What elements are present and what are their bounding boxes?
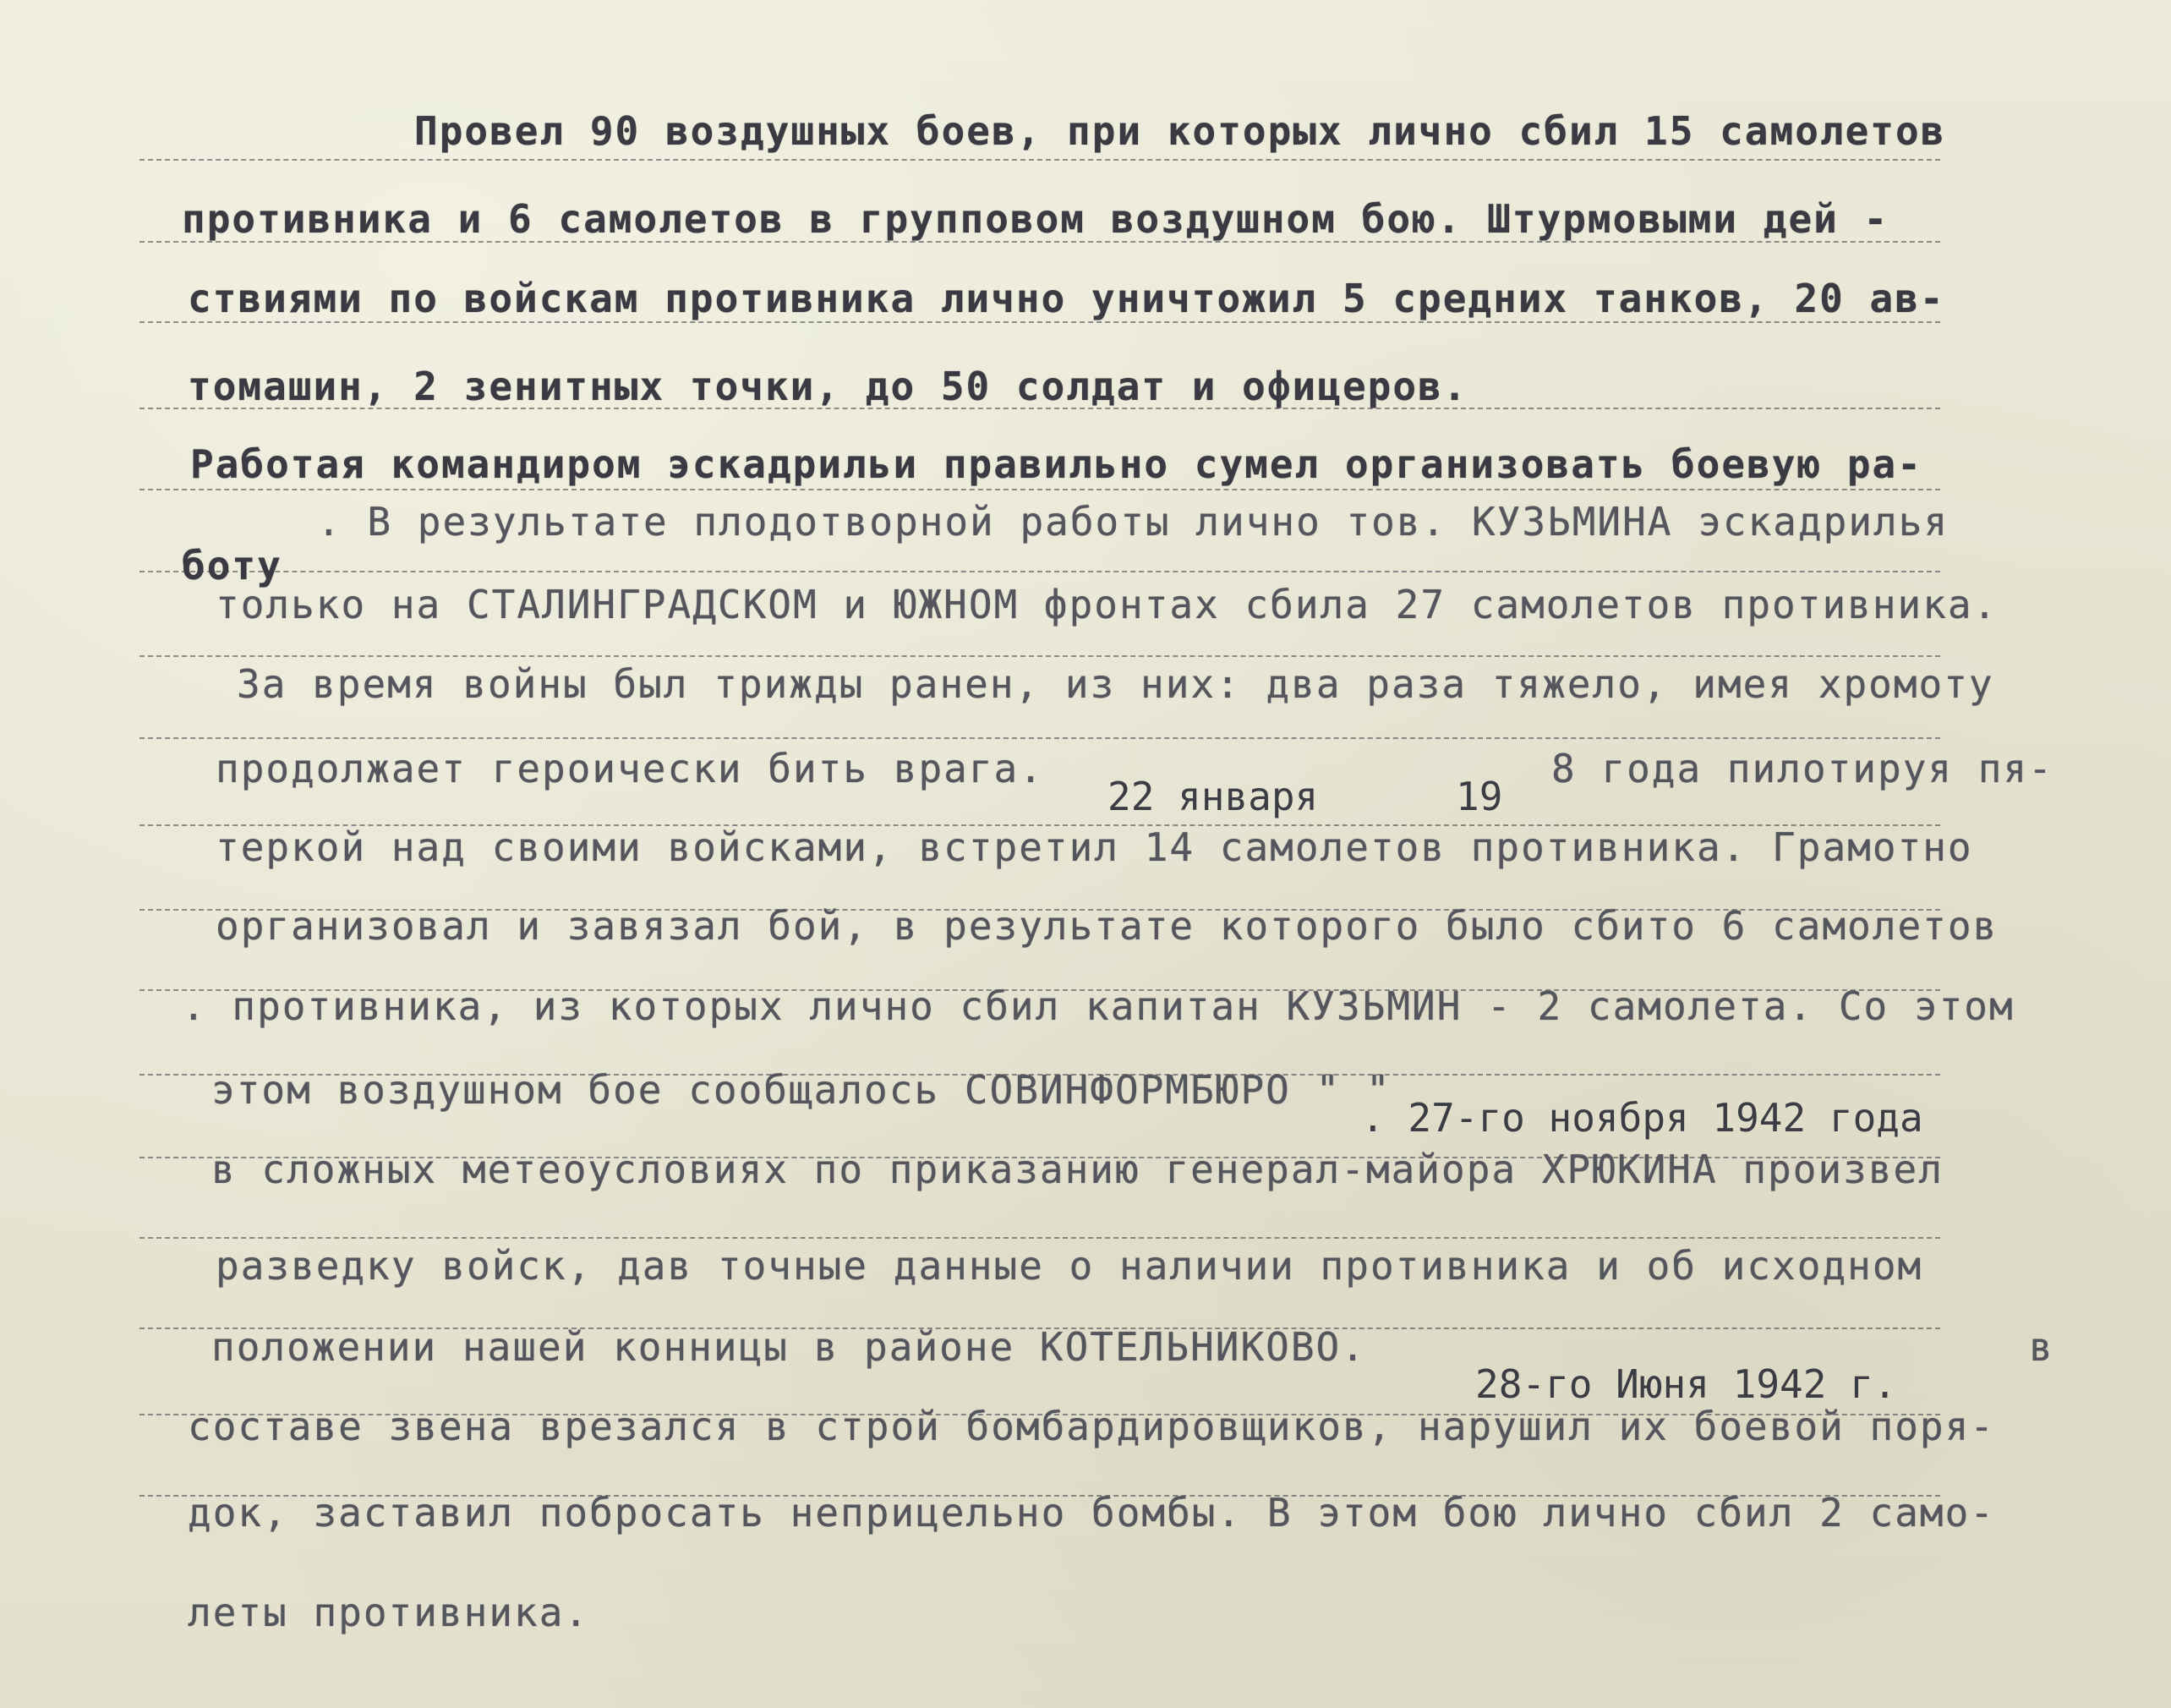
rule-line (139, 489, 1940, 490)
text-line: 8 года пилотируя пя- (1551, 746, 2053, 791)
text-line: . В результате плодотворной работы лично тов. КУЗЬМИНА эскадрилья (317, 499, 1950, 545)
rule-line (139, 1237, 1940, 1239)
text-line: положении нашей конницы в районе КОТЕЛЬНИКОВО. (211, 1324, 1366, 1370)
rule-line (139, 159, 1940, 161)
rule-line (139, 571, 1940, 572)
rule-line (139, 737, 1940, 739)
text-line: Работая командиром эскадрильи правильно сумел организовать боевую ра- (190, 441, 1922, 487)
date-june: 28-го Июня 1942 г. (1475, 1361, 1897, 1407)
text-line: док, заставил побросать неприцельно бомбы. В этом бою лично сбил 2 само- (188, 1490, 1995, 1536)
date-january-year: 19 (1456, 774, 1503, 819)
text-line: теркой над своими войсками, встретил 14 самолетов противника. Грамотно (216, 824, 1973, 870)
rule-line (139, 321, 1940, 323)
text-line: только на СТАЛИНГРАДСКОМ и ЮЖНОМ фронтах сбила 27 самолетов противника. (216, 582, 1999, 627)
text-line: в сложных метеоусловиях по приказанию генерал-майора ХРЮКИНА произвел (211, 1147, 1944, 1192)
text-line: продолжает героически бить врага. (216, 746, 1044, 791)
text-line: организовал и завязал бой, в результате которого было сбито 6 самолетов (216, 903, 1999, 949)
text-line: леты противника. (188, 1590, 590, 1635)
rule-line (139, 655, 1940, 657)
text-line: Провел 90 воздушных боев, при которых лично сбил 15 самолетов (414, 108, 1946, 154)
text-line: этом воздушном бое сообщалось СОВИНФОРМБЮРО " " (211, 1067, 1392, 1113)
text-line: противника и 6 самолетов в групповом воздушном бою. Штурмовыми дей - (182, 196, 1889, 242)
text-line: разведку войск, дав точные данные о наличии противника и об исходном (216, 1243, 1923, 1289)
text-line: составе звена врезался в строй бомбардировщиков, нарушил их боевой поря- (188, 1404, 1995, 1449)
text-line: . противника, из которых лично сбил капитан КУЗЬМИН - 2 самолета. Со этом (182, 983, 2015, 1029)
text-line: ствиями по войскам противника лично уничтожил 5 средних танков, 20 ав- (188, 276, 1945, 321)
text-line: томашин, 2 зенитных точки, до 50 солдат и офицеров. (188, 364, 1468, 409)
text-line: боту (182, 543, 282, 588)
date-november: . 27-го ноября 1942 года (1361, 1095, 1923, 1141)
text-line: За время войны был трижды ранен, из них: два раза тяжело, имея хромоту (237, 661, 1994, 707)
date-january: 22 января (1107, 774, 1319, 819)
text-line: в (2029, 1324, 2054, 1370)
